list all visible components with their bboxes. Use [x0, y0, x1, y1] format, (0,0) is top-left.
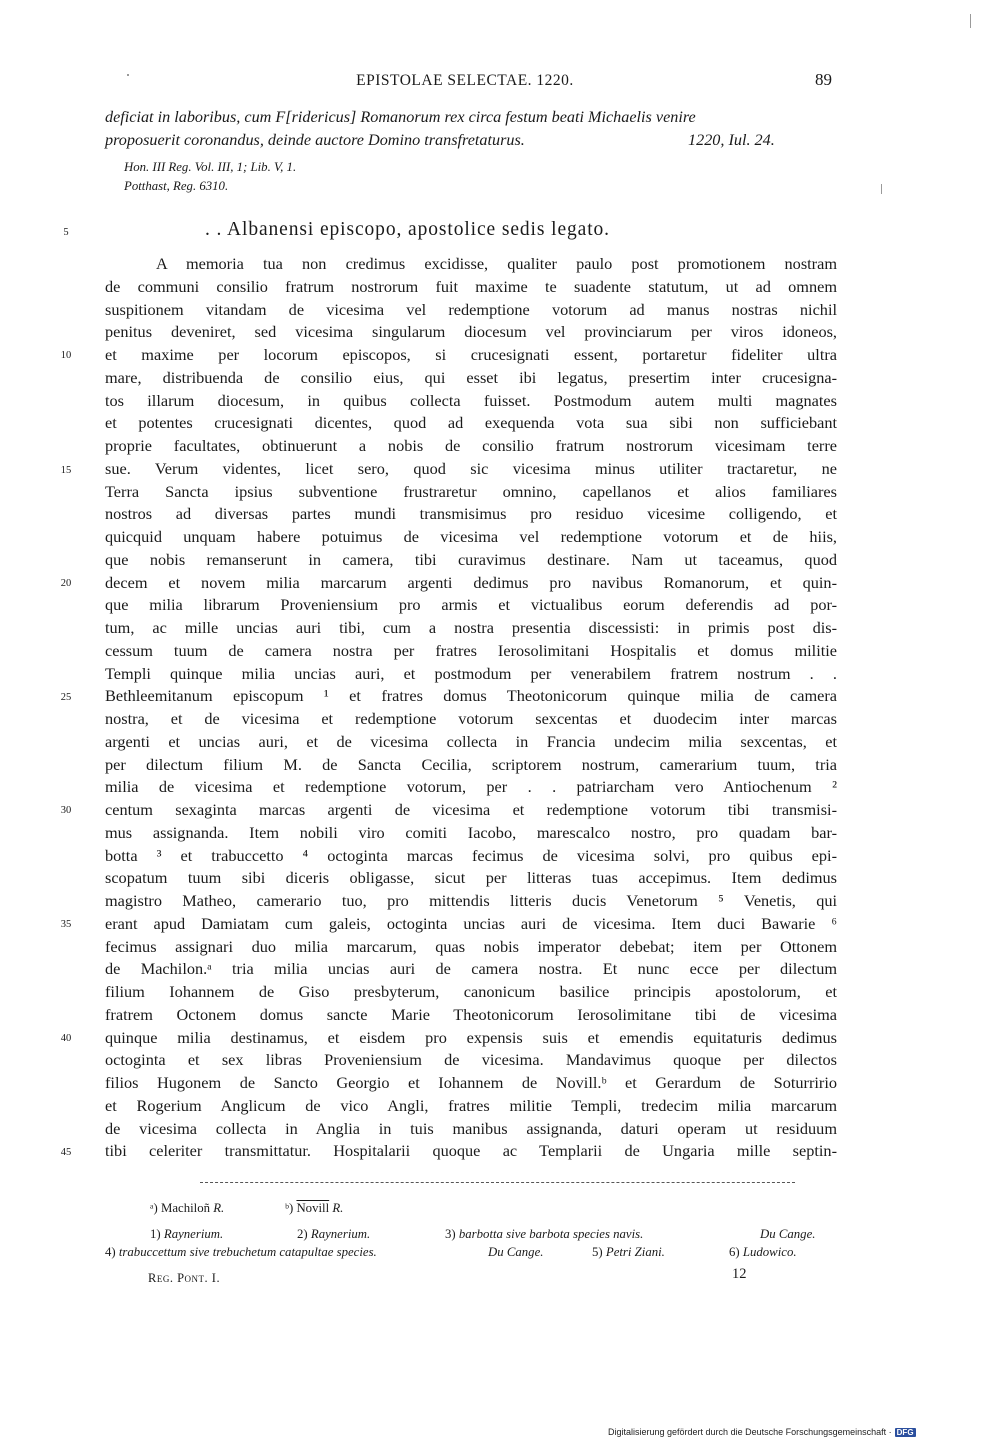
body-line: de vicesima collecta in Anglia in tuis manibus assignanda, daturi operam ut residuum: [105, 1119, 837, 1138]
footnote-4-source: Du Cange.: [488, 1245, 544, 1259]
footnote-text: barbotta sive barbota species navis.: [458, 1227, 644, 1241]
running-title: EPISTOLAE SELECTAE. 1220.: [356, 72, 574, 89]
body-line: fratrem Octonem domus sancte Marie Theotonicorum Ierosolimitane tibi de vicesima: [105, 1005, 837, 1024]
variant-note-marker: ᵇ): [285, 1201, 294, 1215]
body-line: quicquid unquam habere potuimus de vicesima vel redemptione votorum et de hiis,: [105, 527, 837, 546]
body-line: de communi consilio fratrum nostrorum fuit maxime te suadente statutum, ut ad omnem: [105, 277, 837, 296]
summary-line-2: proposuerit coronandus, deinde auctore Domino transfretaturus.: [105, 131, 525, 149]
body-line: penitus deveniret, sed vicesima singularum diocesum vel provinciarum per viros idoneos,: [105, 322, 837, 341]
footnote-3-source: Du Cange.: [760, 1227, 816, 1241]
body-line: milia de vicesima et redemptione votorum, per . . patriarcham vero Antiochenum ²: [105, 777, 837, 796]
body-line: sue. Verum videntes, licet sero, quod sic vicesima minus utiliter tractaretur, ne: [105, 459, 837, 478]
footnote-text: Ludowico.: [742, 1245, 797, 1259]
footnote-separator: [200, 1182, 795, 1183]
body-line: filium Iohannem de Giso presbyterum, canonicum basilice principis apostolorum, et: [105, 982, 837, 1001]
credit-text: Digitalisierung gefördert durch die Deutsche Forschungsgemeinschaft ·: [608, 1427, 892, 1437]
body-line: per dilectum filium M. de Sancta Cecilia, scriptorem nostrum, camerarium tuum, tria: [105, 755, 837, 774]
body-line: nostra, et de vicesima et redemptione votorum sexcentas et duodecim inter marcas: [105, 709, 837, 728]
body-line: et Rogerium Anglicum de vico Angli, fratres militie Templi, tredecim milia marcarum: [105, 1096, 837, 1115]
body-line: tibi celeriter transmittatur. Hospitalarii quoque ac Templarii de Ungaria mille septin-: [105, 1141, 837, 1160]
variant-note-source: R.: [213, 1201, 225, 1215]
body-line: que nobis remanserunt in camera, tibi curavimus destinare. Nam ut taceamus, quod: [105, 550, 837, 569]
register-reference: Hon. III Reg. Vol. III, 1; Lib. V, 1.: [124, 160, 297, 174]
body-line: tum, ac mille uncias auri tibi, cum a nostra presentia discessisti: in primis post dis-: [105, 618, 837, 637]
footnote-5: [592, 1245, 665, 1260]
letter-date: 1220, Iul. 24.: [688, 131, 775, 149]
margin-line-number: 40: [60, 1033, 72, 1044]
footnote-number: 1): [150, 1227, 161, 1241]
body-line: Bethleemitanum episcopum ¹ et fratres domus Theotonicorum quinque milia de camera: [105, 686, 837, 705]
footnote-4: [105, 1245, 377, 1260]
variant-note-b: [285, 1201, 343, 1216]
footnote-number: 3): [445, 1227, 456, 1241]
footnote-number: 6): [729, 1245, 740, 1259]
body-line: decem et novem milia marcarum argenti dedimus pro navibus Romanorum, et quin-: [105, 573, 837, 592]
footnote-3: [445, 1227, 643, 1242]
footnote-text: Petri Ziani.: [605, 1245, 665, 1259]
variant-note-a: [150, 1201, 224, 1216]
addressee-heading: . . Albanensi episcopo, apostolice sedis legato.: [205, 219, 610, 240]
footnote-number: 5): [592, 1245, 603, 1259]
margin-line-number: 25: [60, 692, 72, 703]
footnote-text: trabuccettum sive trebuchetum catapultae species.: [118, 1245, 377, 1259]
body-line: argenti et uncias auri, et de vicesima collecta in Francia undecim milia sexcentas, et: [105, 732, 837, 751]
body-line: nostros ad diversas partes mundi transmisimus pro residuo vicesime colligendo, et: [105, 504, 837, 523]
body-line: Terra Sancta ipsius subventione frustraretur omnino, capellanos et alios familiares: [105, 482, 837, 501]
body-line: que milia librarum Proveniensium pro armis et victualibus eorum deferendis ad por-: [105, 595, 837, 614]
body-line: centum sexaginta marcas argenti de vicesima et redemptione votorum tibi transmisi-: [105, 800, 837, 819]
margin-line-number: 10: [60, 350, 72, 361]
margin-line-number: 5: [63, 227, 69, 238]
margin-line-number: 20: [60, 578, 72, 589]
body-line: mus assignanda. Item nobili viro comiti Iacobo, marescalco nostro, pro quadam bar-: [105, 823, 837, 842]
footnote-text: Raynerium.: [163, 1227, 224, 1241]
variant-note-text: Novill: [296, 1201, 330, 1215]
scan-speck: [127, 74, 129, 76]
body-line: erant apud Damiatam cum galeis, octoginta uncias auri de vicesima. Item duci Bawarie ⁶: [105, 914, 837, 933]
body-line: fecimus assignari duo milia marcarum, quas nobis imperator debebat; item per Ottonem: [105, 937, 837, 956]
body-line: octoginta et sex libras Proveniensium de vicesima. Mandavimus quoque per dilectos: [105, 1050, 837, 1069]
body-line: A memoria tua non credimus excidisse, qualiter paulo post promotionem nostram: [156, 254, 837, 273]
body-line: Templi quinque milia uncias auri, et postmodum per venerabilem fratrem nostrum . .: [105, 664, 837, 683]
body-line: cessum tuum de camera nostra per fratres Ierosolimitani Hospitalis et domus militie: [105, 641, 837, 660]
signature-number: 12: [732, 1266, 747, 1282]
body-line: et potentes crucesignati dicentes, quod ad exequenda vota sua sibi non sufficiebant: [105, 413, 837, 432]
footnote-6: [729, 1245, 797, 1260]
body-line: et maxime per locorum episcopos, si crucesignati essent, portaretur fideliter ultra: [105, 345, 837, 364]
body-line: filios Hugonem de Sancto Georgio et Iohannem de Novill.ᵇ et Gerardum de Soturririo: [105, 1073, 837, 1092]
variant-note-text: Machiloñ: [160, 1201, 211, 1215]
body-line: scopatum tuum sibi diceris obligasse, sicut per litteras tuas accepimus. Item dedimus: [105, 868, 837, 887]
footnote-number: 4): [105, 1245, 116, 1259]
page-number: 89: [815, 70, 832, 89]
scan-speck: [970, 14, 971, 28]
margin-line-number: 45: [60, 1147, 72, 1158]
footnote-2: [297, 1227, 370, 1242]
footnote-text: Raynerium.: [310, 1227, 371, 1241]
footnote-number: 2): [297, 1227, 308, 1241]
body-line: botta ³ et trabuccetto ⁴ octoginta marcas fecimus de vicesima solvi, pro quibus epi-: [105, 846, 837, 865]
scan-speck: [881, 184, 882, 194]
body-line: proprie facultates, obtinuerunt a nobis de consilio fratrum nostrorum vicesimam terre: [105, 436, 837, 455]
body-line: mare, distribuenda de consilio eius, qui esset ibi legatus, presertim inter crucesigna-: [105, 368, 837, 387]
body-line: de Machilon.ᵃ tria milia uncias auri de camera nostra. Et nunc ecce per dilectum: [105, 959, 837, 978]
body-line: suspitionem vitandam de vicesima vel redemptione votorum ad manus nostras nichil: [105, 300, 837, 319]
body-line: magistro Matheo, camerario tuo, pro mittendis litteris ducis Venetorum ⁵ Venetis, qui: [105, 891, 837, 910]
summary-line-1: deficiat in laboribus, cum F[ridericus] Romanorum rex circa festum beati Michaelis venire: [105, 108, 696, 126]
body-line: quinque milia destinamus, et eisdem pro expensis suis et emendis equitaturis dedimus: [105, 1028, 837, 1047]
dfg-logo: DFG: [896, 1428, 914, 1437]
margin-line-number: 35: [60, 919, 72, 930]
margin-line-number: 30: [60, 805, 72, 816]
variant-note-source: R.: [332, 1201, 344, 1215]
margin-line-number: 15: [60, 465, 72, 476]
body-line: tos illarum diocesum, in quibus collecta fuisset. Postmodum autem multi magnates: [105, 391, 837, 410]
digitization-credit: [608, 1427, 916, 1437]
footnote-1: [150, 1227, 223, 1242]
potthast-reference: Potthast, Reg. 6310.: [124, 179, 229, 193]
variant-note-marker: ᵃ): [150, 1201, 158, 1215]
signature-mark: Reg. Pont. I.: [148, 1271, 221, 1285]
